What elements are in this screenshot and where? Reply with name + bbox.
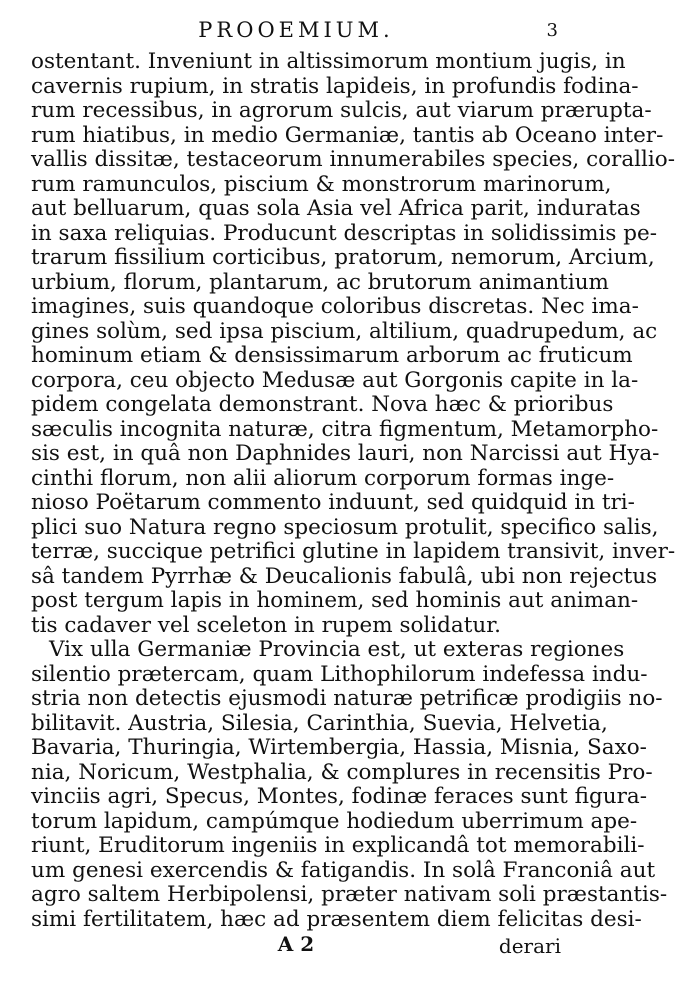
text-line: rum recessibus, in agrorum sulcis, aut viarum prærupta- [31, 98, 652, 123]
text-line: riunt, Eruditorum ingeniis in explicandâ tot memorabili- [31, 833, 645, 858]
text-line: torum lapidum, campúmque hodiedum uberrimum ape- [31, 808, 638, 834]
text-line: pidem congelata demonstrant. Nova hæc & prioribus [31, 392, 614, 417]
text-line: Vix ulla Germaniæ Provincia est, ut exteras regiones [49, 637, 625, 662]
text-line: in saxa reliquias. Producunt descriptas in solidissimis pe- [31, 220, 658, 246]
text-line: plici suo Natura regno speciosum protulit, specifico salis, [31, 514, 659, 540]
text-line: rum ramunculos, piscium & monstrorum marinorum, [31, 171, 612, 197]
text-line: Bavaria, Thuringia, Wirtembergia, Hassia, Misnia, Saxo- [31, 735, 647, 760]
text-line: trarum fissilium corticibus, pratorum, nemorum, Arcium, [31, 245, 655, 270]
catchword: derari [498, 934, 561, 958]
paragraph-2 [31, 637, 668, 932]
text-line: nioso Poëtarum commento induunt, sed quidquid in tri- [31, 490, 635, 515]
text-line: vinciis agri, Specus, Montes, fodinæ feraces sunt figura- [31, 784, 647, 809]
text-line: simi fertilitatem, hæc ad præsentem diem felicitas desi- [31, 906, 642, 932]
page-header [20, 18, 572, 48]
text-line: bilitavit. Austria, Silesia, Carinthia, Suevia, Helvetia, [31, 710, 608, 736]
text-line: ostentant. Inveniunt in altissimorum montium jugis, in [31, 49, 626, 74]
text-line: cavernis rupium, in stratis lapideis, in profundis fodina- [31, 73, 639, 99]
text-line: hominum etiam & densissimarum arborum ac fruticum [31, 343, 633, 368]
text-line: tis cadaver vel sceleton in rupem solidatur. [31, 612, 501, 638]
text-line: gines solùm, sed ipsa piscium, altilium, quadrupedum, ac [31, 318, 658, 344]
text-line: vallis dissitæ, testaceorum innumerabiles species, corallio- [31, 147, 675, 172]
text-line: cinthi florum, non alii aliorum corporum formas inge- [31, 465, 615, 491]
text-line: um genesi exercendis & fatigandis. In solâ Franconiâ aut [31, 857, 656, 883]
text-line: imagines, suis quandoque coloribus discretas. Nec ima- [31, 294, 639, 319]
text-line: post tergum lapis in hominem, sed hominis aut animan- [31, 588, 639, 613]
running-head: PROOEMIUM. [198, 18, 394, 42]
text-line: nia, Noricum, Westphalia, & complures in recensitis Pro- [31, 759, 653, 785]
text-line: silentio prætercam, quam Lithophilorum indefessa indu- [31, 661, 648, 687]
body-text [31, 49, 675, 932]
text-line: sâ tandem Pyrrhæ & Deucalionis fabulâ, ubi non rejectus [31, 563, 658, 589]
text-line: agro saltem Herbipolensi, præter nativam soli præstantis- [31, 882, 668, 907]
page-number: 3 [546, 20, 558, 41]
text-line: stria non detectis ejusmodi naturæ petrificæ prodigiis no- [31, 686, 663, 711]
signature-mark: A 2 [277, 932, 315, 956]
text-line: sæculis incognita naturæ, citra figmentum, Metamorpho- [31, 416, 659, 442]
text-line: terræ, succique petrifici glutine in lapidem transivit, inver- [31, 539, 675, 564]
text-line: urbium, florum, plantarum, ac brutorum animantium [31, 269, 609, 295]
text-line: rum hiatibus, in medio Germaniæ, tantis ab Oceano inter- [31, 122, 664, 148]
paragraph-1 [31, 49, 675, 638]
text-line: sis est, in quâ non Daphnides lauri, non Narcissi aut Hya- [31, 441, 660, 466]
page-footer [31, 932, 561, 962]
text-line: corpora, ceu objecto Medusæ aut Gorgonis capite in la- [31, 367, 639, 393]
text-line: aut belluarum, quas sola Asia vel Africa parit, induratas [31, 196, 641, 221]
